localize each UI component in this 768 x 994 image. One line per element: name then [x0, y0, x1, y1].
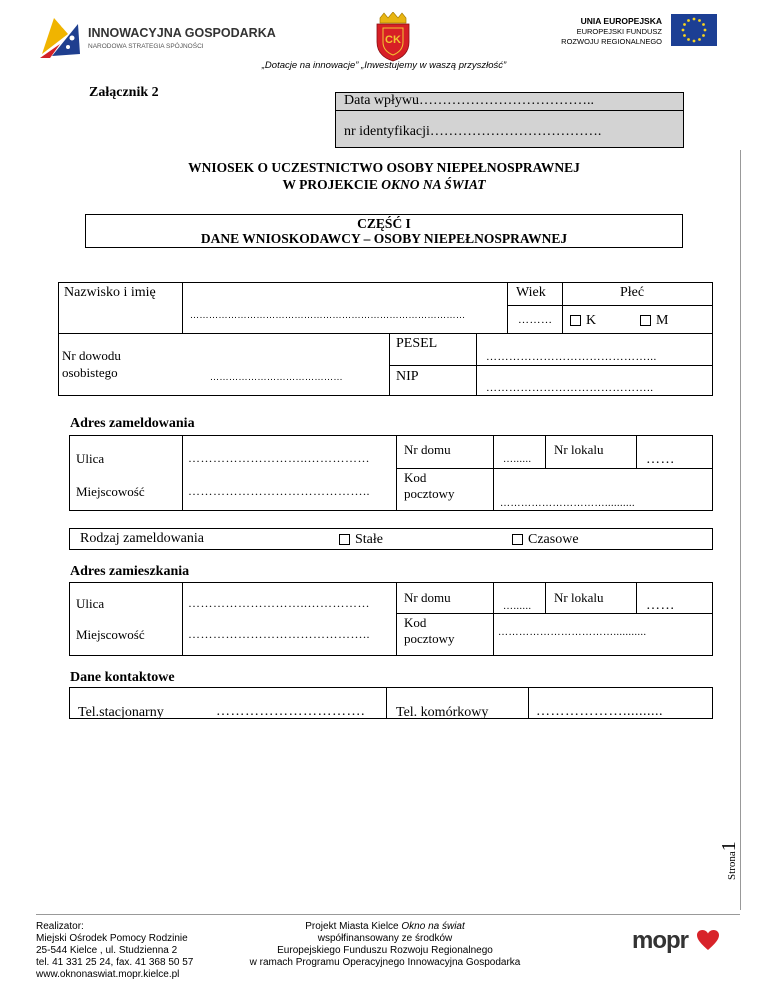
mobile-label: Tel. komórkowy	[396, 705, 489, 720]
reg-house-label: Nr domu	[404, 442, 451, 457]
mobile-input[interactable]: ………………..........	[536, 704, 663, 719]
registration-temporary-label: Czasowe	[528, 532, 579, 547]
res-house-input[interactable]: …......	[503, 601, 532, 612]
nip-input[interactable]: ……………………………………..	[486, 382, 654, 394]
res-postal-label: Kod pocztowy	[404, 615, 455, 646]
registered-address-heading: Adres zameldowania	[70, 416, 195, 431]
res-city-input[interactable]: ……………………………………..	[188, 627, 370, 641]
eu-logo-title: UNIA EUROPEJSKA	[580, 16, 662, 26]
sex-m-option[interactable]	[640, 313, 668, 329]
footer-fund: Europejskiego Funduszu Rozwoju Regionalnego	[277, 945, 493, 956]
kielce-crest	[374, 12, 412, 62]
nip-label: NIP	[396, 369, 419, 384]
id-document-input[interactable]: ……………………………………	[210, 372, 343, 382]
footer-programme: w ramach Programu Operacyjnego Innowacyjna Gospodarka	[249, 957, 521, 968]
reg-city-input[interactable]: ……………………………………..	[188, 484, 370, 498]
eu-flag-icon	[671, 14, 717, 46]
reg-postal-input[interactable]: …………………………..........	[500, 498, 635, 509]
reg-street-label: Ulica	[76, 451, 105, 466]
ig-logo-title: INNOWACYJNA GOSPODARKA	[88, 26, 276, 40]
eu-logo-text	[560, 16, 662, 47]
page-number-value: 1	[718, 841, 740, 852]
crest-letters: CK	[385, 34, 401, 46]
reg-postal-label: Kod pocztowy	[404, 470, 455, 501]
landline-input[interactable]: ………………………….	[216, 704, 365, 719]
sex-k-checkbox[interactable]	[570, 315, 581, 326]
form-title-prefix: W PROJEKCIE	[282, 177, 382, 192]
ig-logo-subtitle: NARODOWA STRATEGIA SPÓJNOŚCI	[88, 43, 204, 50]
attachment-label: Załącznik 2	[89, 85, 159, 100]
footer-rule	[36, 914, 740, 915]
form-title-project: OKNO NA ŚWIAT	[381, 177, 486, 192]
form-title	[0, 159, 768, 193]
date-received-field[interactable]: Data wpływu………………………………..	[344, 93, 595, 108]
registration-type-box	[69, 528, 713, 550]
res-flat-input[interactable]: ……	[646, 598, 675, 613]
res-flat-label: Nr lokalu	[554, 590, 604, 605]
footer-project-title	[230, 921, 540, 933]
footer-realizer	[36, 921, 193, 981]
res-street-input[interactable]: ………………………..……………	[188, 596, 370, 610]
registration-permanent-label: Stałe	[355, 532, 383, 547]
registration-temporary-option[interactable]	[512, 532, 579, 548]
form-title-line1: WNIOSEK O UCZESTNICTWO OSOBY NIEPEŁNOSPRAWNEJ	[188, 160, 580, 175]
name-input[interactable]: ……………………………………………………………………………	[190, 310, 466, 320]
heart-icon	[696, 929, 720, 951]
identification-number-field[interactable]: nr identyfikacji……………………………….	[344, 124, 602, 139]
registration-temporary-checkbox[interactable]	[512, 534, 523, 545]
registration-type-label: Rodzaj zameldowania	[80, 531, 205, 546]
page-number-label: Strona	[726, 851, 738, 880]
reg-street-input[interactable]: ………………………..……………	[188, 451, 370, 465]
id-document-label: Nr dowodu osobistego	[62, 348, 121, 380]
footer-realizer-phone: tel. 41 331 25 24, fax. 41 368 50 57	[36, 957, 194, 968]
pesel-label: PESEL	[396, 336, 438, 351]
footer-project-prefix: Projekt Miasta Kielce	[305, 921, 402, 932]
part-heading-box	[85, 214, 683, 248]
footer-project-info	[230, 921, 540, 969]
footer-realizer-name: Miejski Ośrodek Pomocy Rodzinie	[36, 933, 188, 944]
mopr-logo-text: mopr	[632, 927, 688, 954]
eu-logo-line2: EUROPEJSKI FUNDUSZ	[576, 27, 662, 36]
residence-address-heading: Adres zamieszkania	[70, 564, 190, 579]
res-city-label: Miejscowość	[76, 627, 145, 642]
landline-label: Tel.stacjonarny	[78, 705, 164, 720]
footer-realizer-address: 25-544 Kielce , ul. Studzienna 2	[36, 945, 178, 956]
slogan: „Dotacje na innowacje” „Inwestujemy w waszą przyszłość”	[261, 60, 507, 71]
res-postal-input[interactable]: ……………………………...........	[498, 627, 647, 638]
eu-logo-line3: ROZWOJU REGIONALNEGO	[561, 37, 662, 46]
reg-city-label: Miejscowość	[76, 484, 145, 499]
footer-realizer-website[interactable]: www.oknonaswiat.mopr.kielce.pl	[36, 969, 180, 980]
age-input[interactable]: ………	[518, 314, 553, 326]
reg-flat-input[interactable]: ……	[646, 452, 675, 467]
pesel-input[interactable]: ……………………………………...	[486, 351, 657, 363]
footer-cofinanced: współfinansowany ze środków	[317, 933, 453, 944]
sex-m-label: M	[656, 313, 669, 328]
part-title: DANE WNIOSKODAWCY – OSOBY NIEPEŁNOSPRAWNEJ	[200, 231, 568, 246]
sex-label: Płeć	[620, 285, 645, 300]
sex-m-checkbox[interactable]	[640, 315, 651, 326]
contact-heading: Dane kontaktowe	[70, 670, 175, 685]
reg-flat-label: Nr lokalu	[554, 442, 604, 457]
sex-k-option[interactable]	[570, 313, 596, 329]
registration-permanent-checkbox[interactable]	[339, 534, 350, 545]
form-title-line2	[0, 176, 768, 193]
res-house-label: Nr domu	[404, 590, 451, 605]
ig-emblem-icon	[38, 14, 84, 60]
reg-house-input[interactable]: …......	[503, 454, 532, 465]
mopr-logo	[632, 926, 722, 958]
footer-project-name: Okno na świat	[401, 921, 465, 932]
innowacyjna-gospodarka-logo	[38, 14, 276, 60]
part-number: CZĘŚĆ I	[357, 216, 411, 231]
age-label: Wiek	[516, 285, 546, 300]
page-number-rule	[740, 150, 741, 910]
footer-realizer-heading: Realizator:	[36, 921, 84, 932]
res-street-label: Ulica	[76, 596, 105, 611]
name-label: Nazwisko i imię	[64, 285, 156, 300]
page-number	[718, 820, 738, 880]
sex-k-label: K	[586, 313, 597, 328]
intake-box	[335, 92, 684, 148]
registration-permanent-option[interactable]	[339, 532, 383, 548]
